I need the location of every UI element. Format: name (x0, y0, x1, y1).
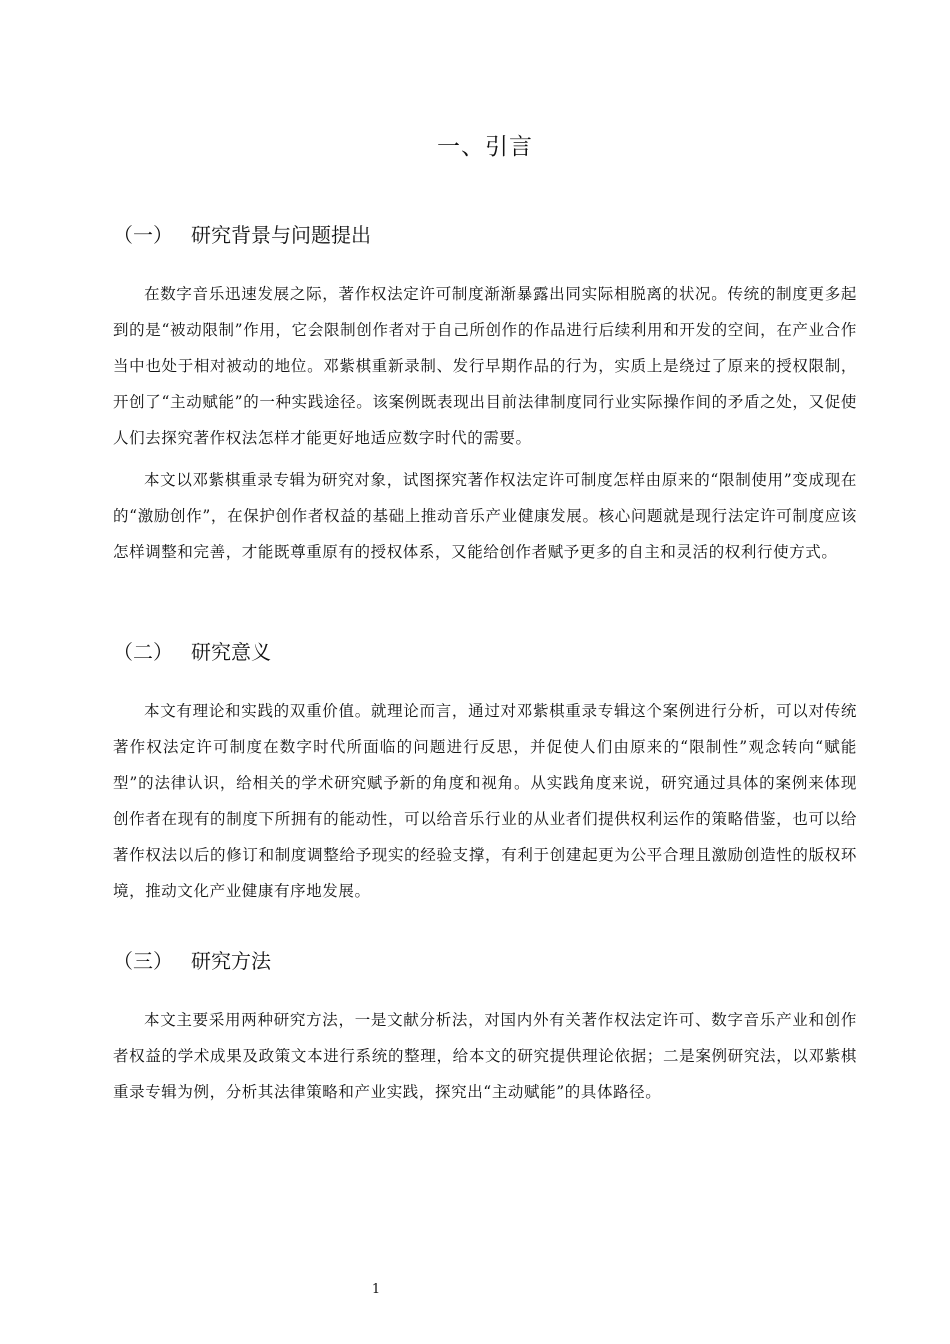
paragraph: 本文以邓紫棋重录专辑为研究对象，试图探究著作权法定许可制度怎样由原来的“限制使用”变成现在的“激励创作”，在保护创作者权益的基础上推动音乐产业健康发展。核心问题就是现行法定许可制度应该怎样调整和完善，才能既尊重原有的授权体系，又能给创作者赋予更多的自主和灵活的权利行使方式。 (113, 471, 857, 561)
paragraph: 本文主要采用两种研究方法，一是文献分析法，对国内外有关著作权法定许可、数字音乐产业和创作者权益的学术成果及政策文本进行系统的整理，给本文的研究提供理论依据；二是案例研究法，以邓紫棋重录专辑为例，分析其法律策略和产业实践，探究出“主动赋能”的具体路径。 (113, 1011, 857, 1101)
section-number: （一） (113, 223, 173, 247)
section-title: 研究方法 (191, 949, 271, 973)
page-number: 1 (371, 1282, 381, 1297)
section-title: 研究意义 (191, 640, 271, 664)
section-number: （三） (113, 949, 173, 973)
section-number: （二） (113, 640, 173, 664)
chapter-title: 一、引言 (437, 134, 533, 160)
paragraph: 本文有理论和实践的双重价值。就理论而言，通过对邓紫棋重录专辑这个案例进行分析，可以对传统著作权法定许可制度在数字时代所面临的问题进行反思，并促使人们由原来的“限制性”观念转向“赋能型”的法律认识，给相关的学术研究赋予新的角度和视角。从实践角度来说，研究通过具体的案例来体现创作者在现有的制度下所拥有的能动性，可以给音乐行业的从业者们提供权利运作的策略借鉴，也可以给著作权法以后的修订和制度调整给予现实的经验支撑，有利于创建起更为公平合理且激励创造性的版权环境，推动文化产业健康有序地发展。 (113, 702, 857, 900)
section-heading-1 (113, 219, 853, 248)
section-title: 研究背景与问题提出 (191, 223, 371, 247)
section-heading-3 (113, 945, 853, 974)
section-heading-2 (113, 636, 853, 665)
paragraph: 在数字音乐迅速发展之际，著作权法定许可制度渐渐暴露出同实际相脱离的状况。传统的制度更多起到的是“被动限制”作用，它会限制创作者对于自己所创作的作品进行后续利用和开发的空间，在产业合作当中也处于相对被动的地位。邓紫棋重新录制、发行早期作品的行为，实质上是绕过了原来的授权限制，开创了“主动赋能”的一种实践途径。该案例既表现出目前法律制度同行业实际操作间的矛盾之处，又促使人们去探究著作权法怎样才能更好地适应数字时代的需要。 (113, 285, 857, 447)
